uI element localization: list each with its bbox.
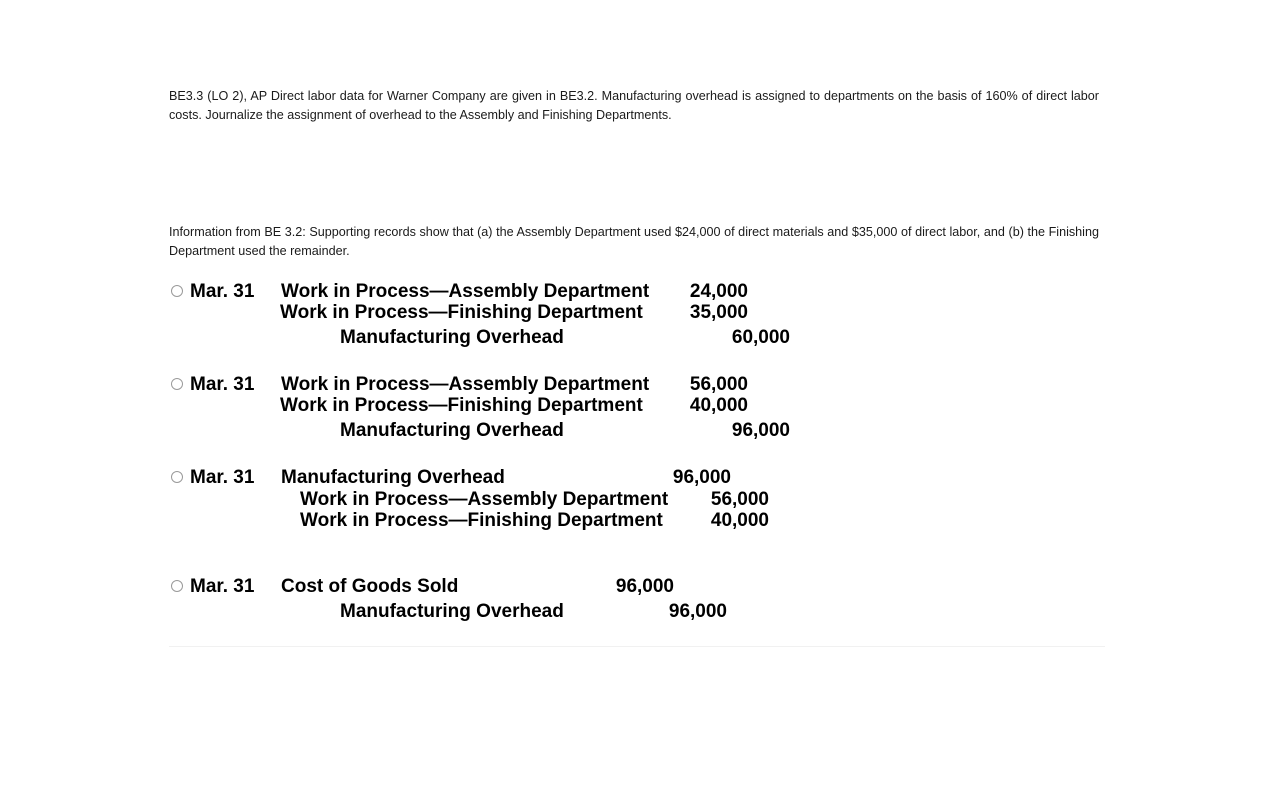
radio-button-option-2[interactable] [171,378,183,390]
credit-amount: 60,000 [731,327,790,348]
debit-amount: 96,000 [672,467,731,488]
credit-amount: 56,000 [710,489,769,510]
credit-account: Manufacturing Overhead [340,601,564,622]
radio-button-option-4[interactable] [171,580,183,592]
debit-account: Work in Process—Assembly Department [281,281,650,302]
debit-account: Manufacturing Overhead [281,467,505,488]
debit-amount: 56,000 [689,374,748,395]
debit-amount: 24,000 [689,281,748,302]
info-text: Information from BE 3.2: Supporting records show that (a) the Assembly Department used $24,000 of direct materials and $35,000 of direct labor, and (b) the Finishing Department used the remainder. [169,225,1099,258]
debit-account: Cost of Goods Sold [281,576,459,597]
entry-date: Mar. 31 [190,467,255,488]
credit-amount: 96,000 [668,601,727,622]
debit-amount: 35,000 [689,302,748,323]
credit-amount: 96,000 [731,420,790,441]
debit-account: Work in Process—Finishing Department [280,395,643,416]
radio-button-option-1[interactable] [171,285,183,297]
entry-date: Mar. 31 [190,576,255,597]
bottom-divider [169,646,1105,647]
entry-date: Mar. 31 [190,374,255,395]
radio-button-option-3[interactable] [171,471,183,483]
credit-account: Work in Process—Finishing Department [300,510,663,531]
debit-account: Work in Process—Finishing Department [280,302,643,323]
credit-account: Work in Process—Assembly Department [300,489,669,510]
question-text: BE3.3 (LO 2), AP Direct labor data for Warner Company are given in BE3.2. Manufacturing overhead is assigned to departments on the basis of 160% of direct labor costs. Journalize the assignment of overhead to the Assembly and Finishing Departments. [169,89,1099,122]
entry-date: Mar. 31 [190,281,255,302]
credit-account: Manufacturing Overhead [340,327,564,348]
debit-amount: 40,000 [689,395,748,416]
credit-account: Manufacturing Overhead [340,420,564,441]
credit-amount: 40,000 [710,510,769,531]
debit-account: Work in Process—Assembly Department [281,374,650,395]
debit-amount: 96,000 [615,576,674,597]
